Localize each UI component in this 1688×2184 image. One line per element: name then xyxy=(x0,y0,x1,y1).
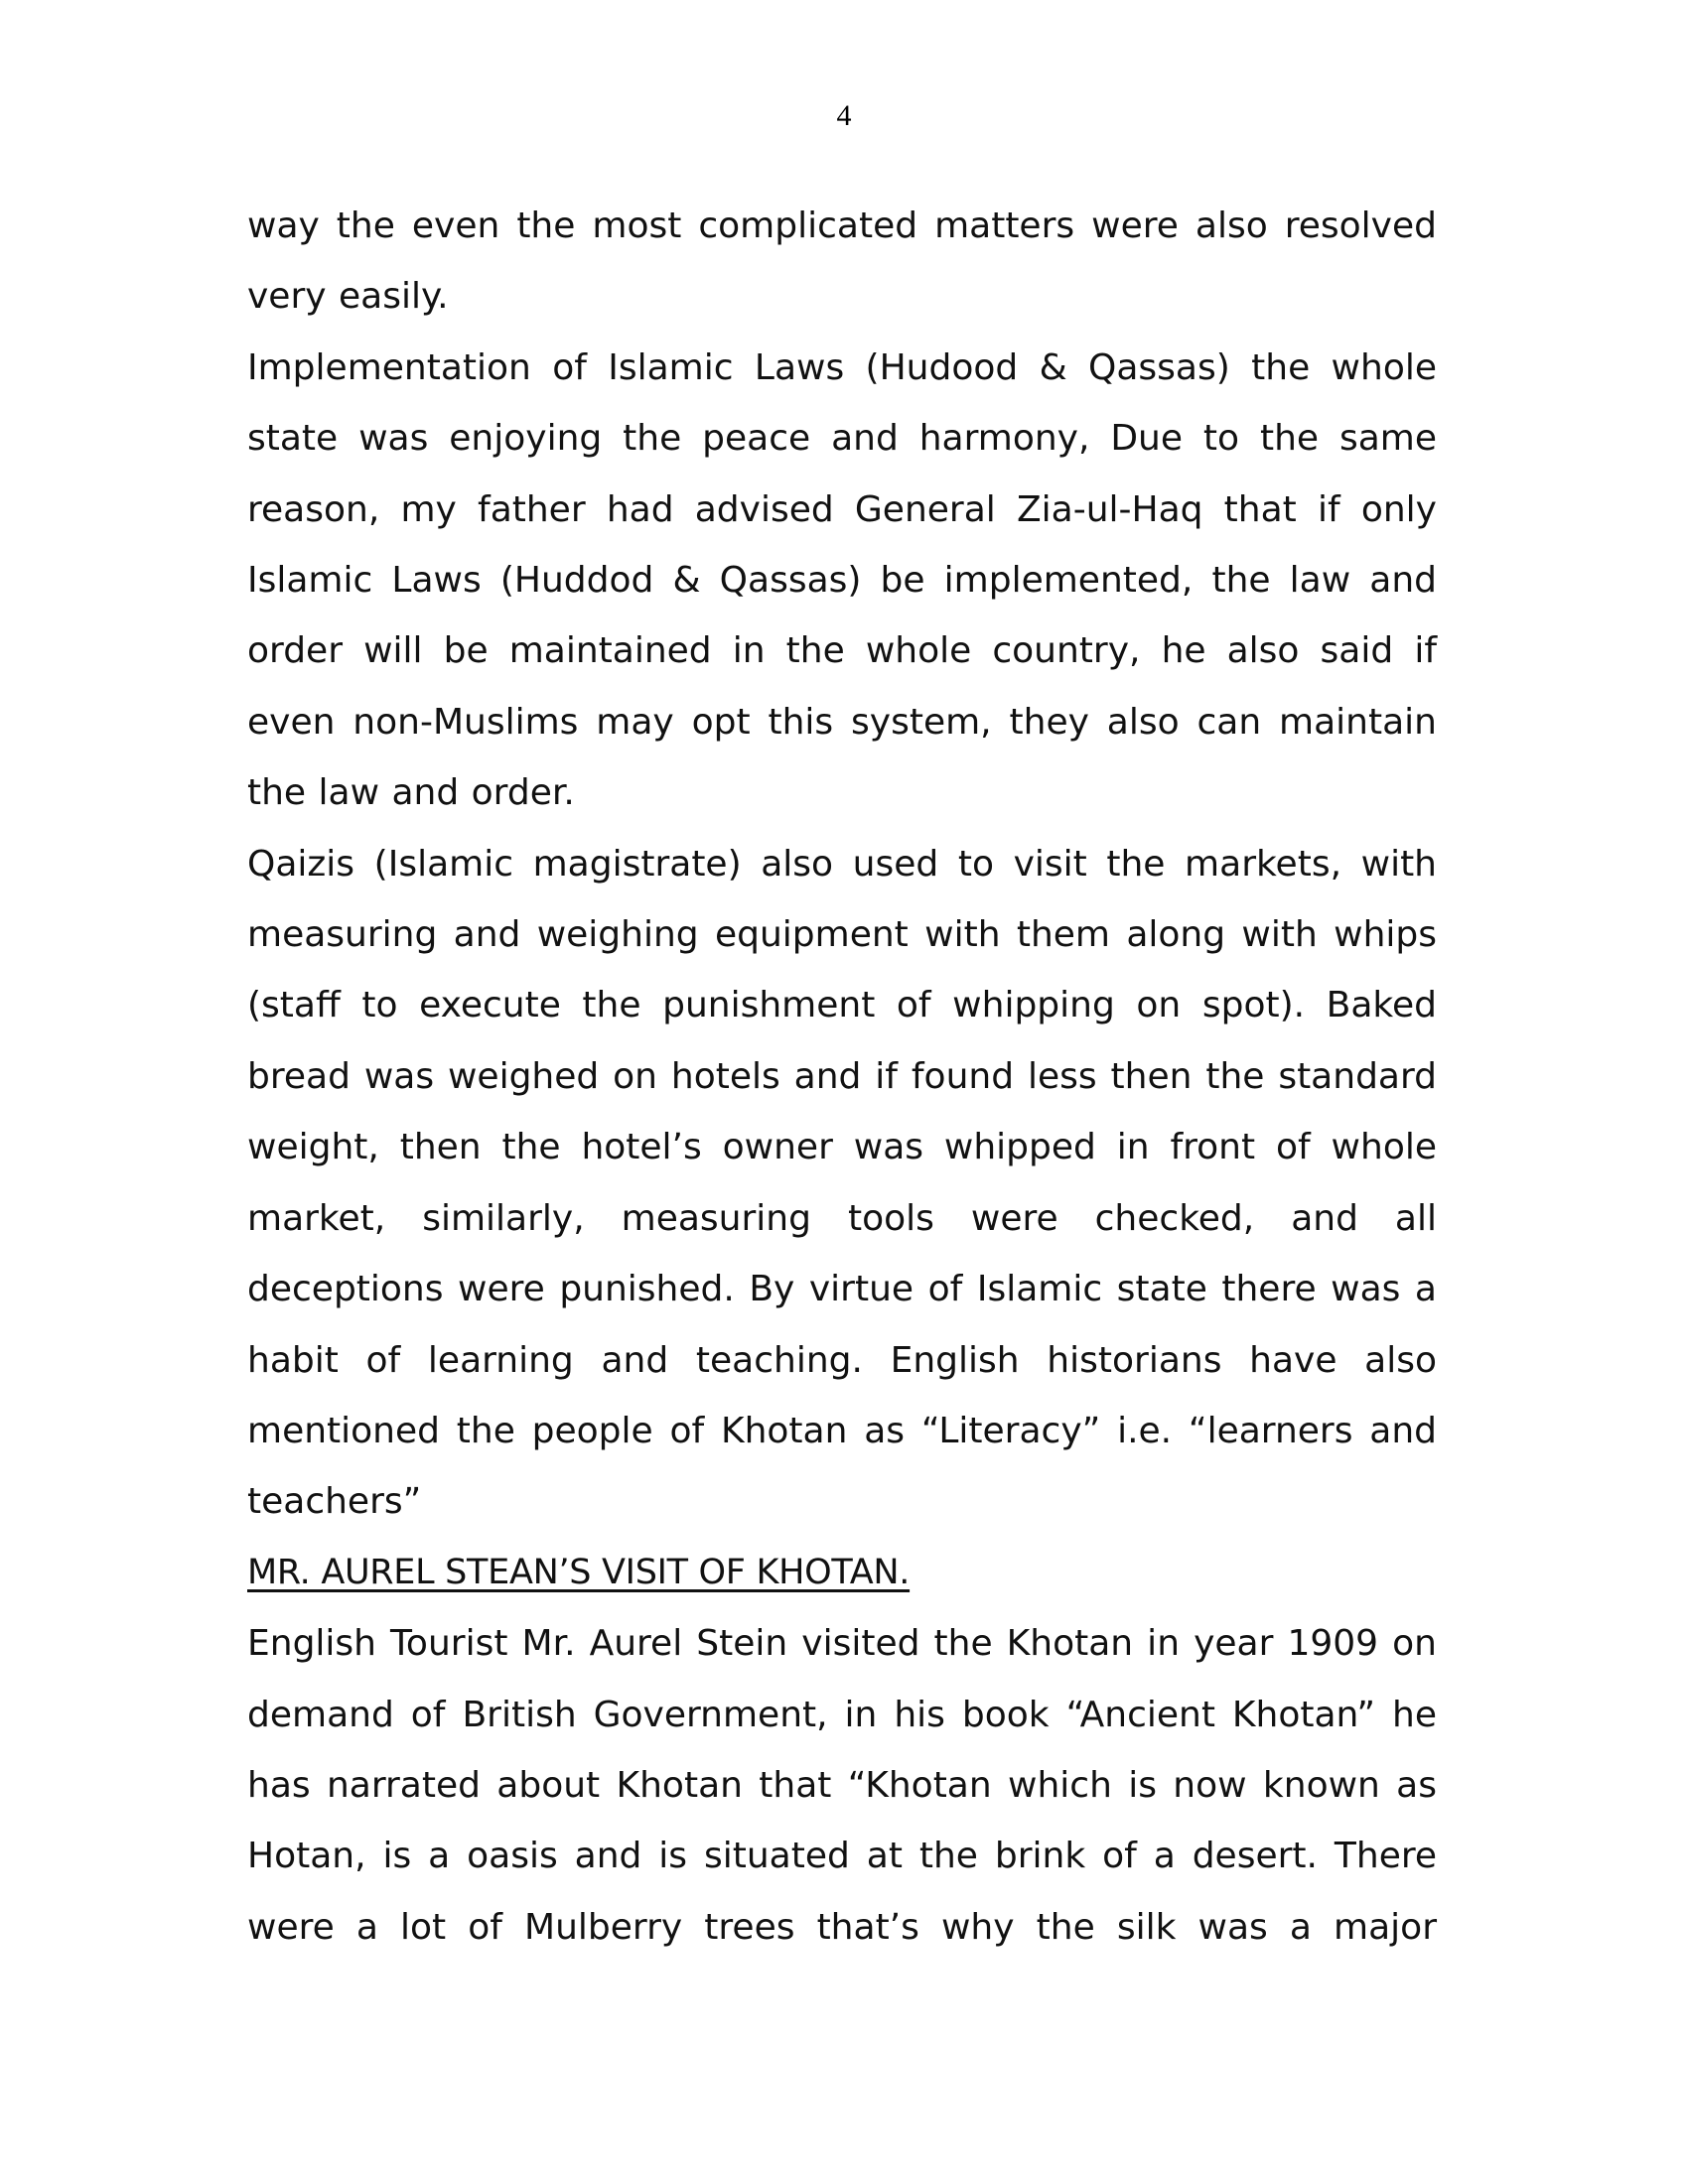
section-heading: MR. AUREL STEAN’S VISIT OF KHOTAN. xyxy=(247,1552,911,1592)
paragraph-aurel-stein-visit: English Tourist Mr. Aurel Stein visited the Khotan in year 1909 on demand of British Government, in his book “Ancient Khotan” he has narrated about Khotan that “Khotan which is now known as Hotan, is a oasis and is situated at the brink of a desert. There were a lot of Mulberry trees that’s why the silk was a major xyxy=(247,1623,1437,1948)
paragraph-islamic-laws: Implementation of Islamic Laws (Hudood & Qassas) the whole state was enjoying the peace and harmony, Due to the same reason, my father had advised General Zia-ul-Haq that if only Islamic Laws (Huddod & Qassas) be implemented, the law and order will be maintained in the whole country, he also said if even non-Muslims may opt this system, they also can maintain the law and order. xyxy=(247,346,1437,814)
paragraph-resolved-matters: way the even the most complicated matters were also resolved very easily. xyxy=(247,205,1437,318)
body-text xyxy=(247,191,1437,1963)
paragraph-qaizis-markets: Qaizis (Islamic magistrate) also used to visit the markets, with measuring and weighing equipment with them along with whips (staff to execute the punishment of whipping on spot). Baked bread was weighed on hotels and if found less then the standard weight, then the hotel’s owner was whipped in front of whole market, similarly, measuring tools were checked, and all deceptions were punished. By virtue of Islamic state there was a habit of learning and teaching. English historians have also mentioned the people of Khotan as “Literacy” i.e. “learners and teachers” xyxy=(247,843,1437,1523)
page-number: 4 xyxy=(836,99,852,132)
